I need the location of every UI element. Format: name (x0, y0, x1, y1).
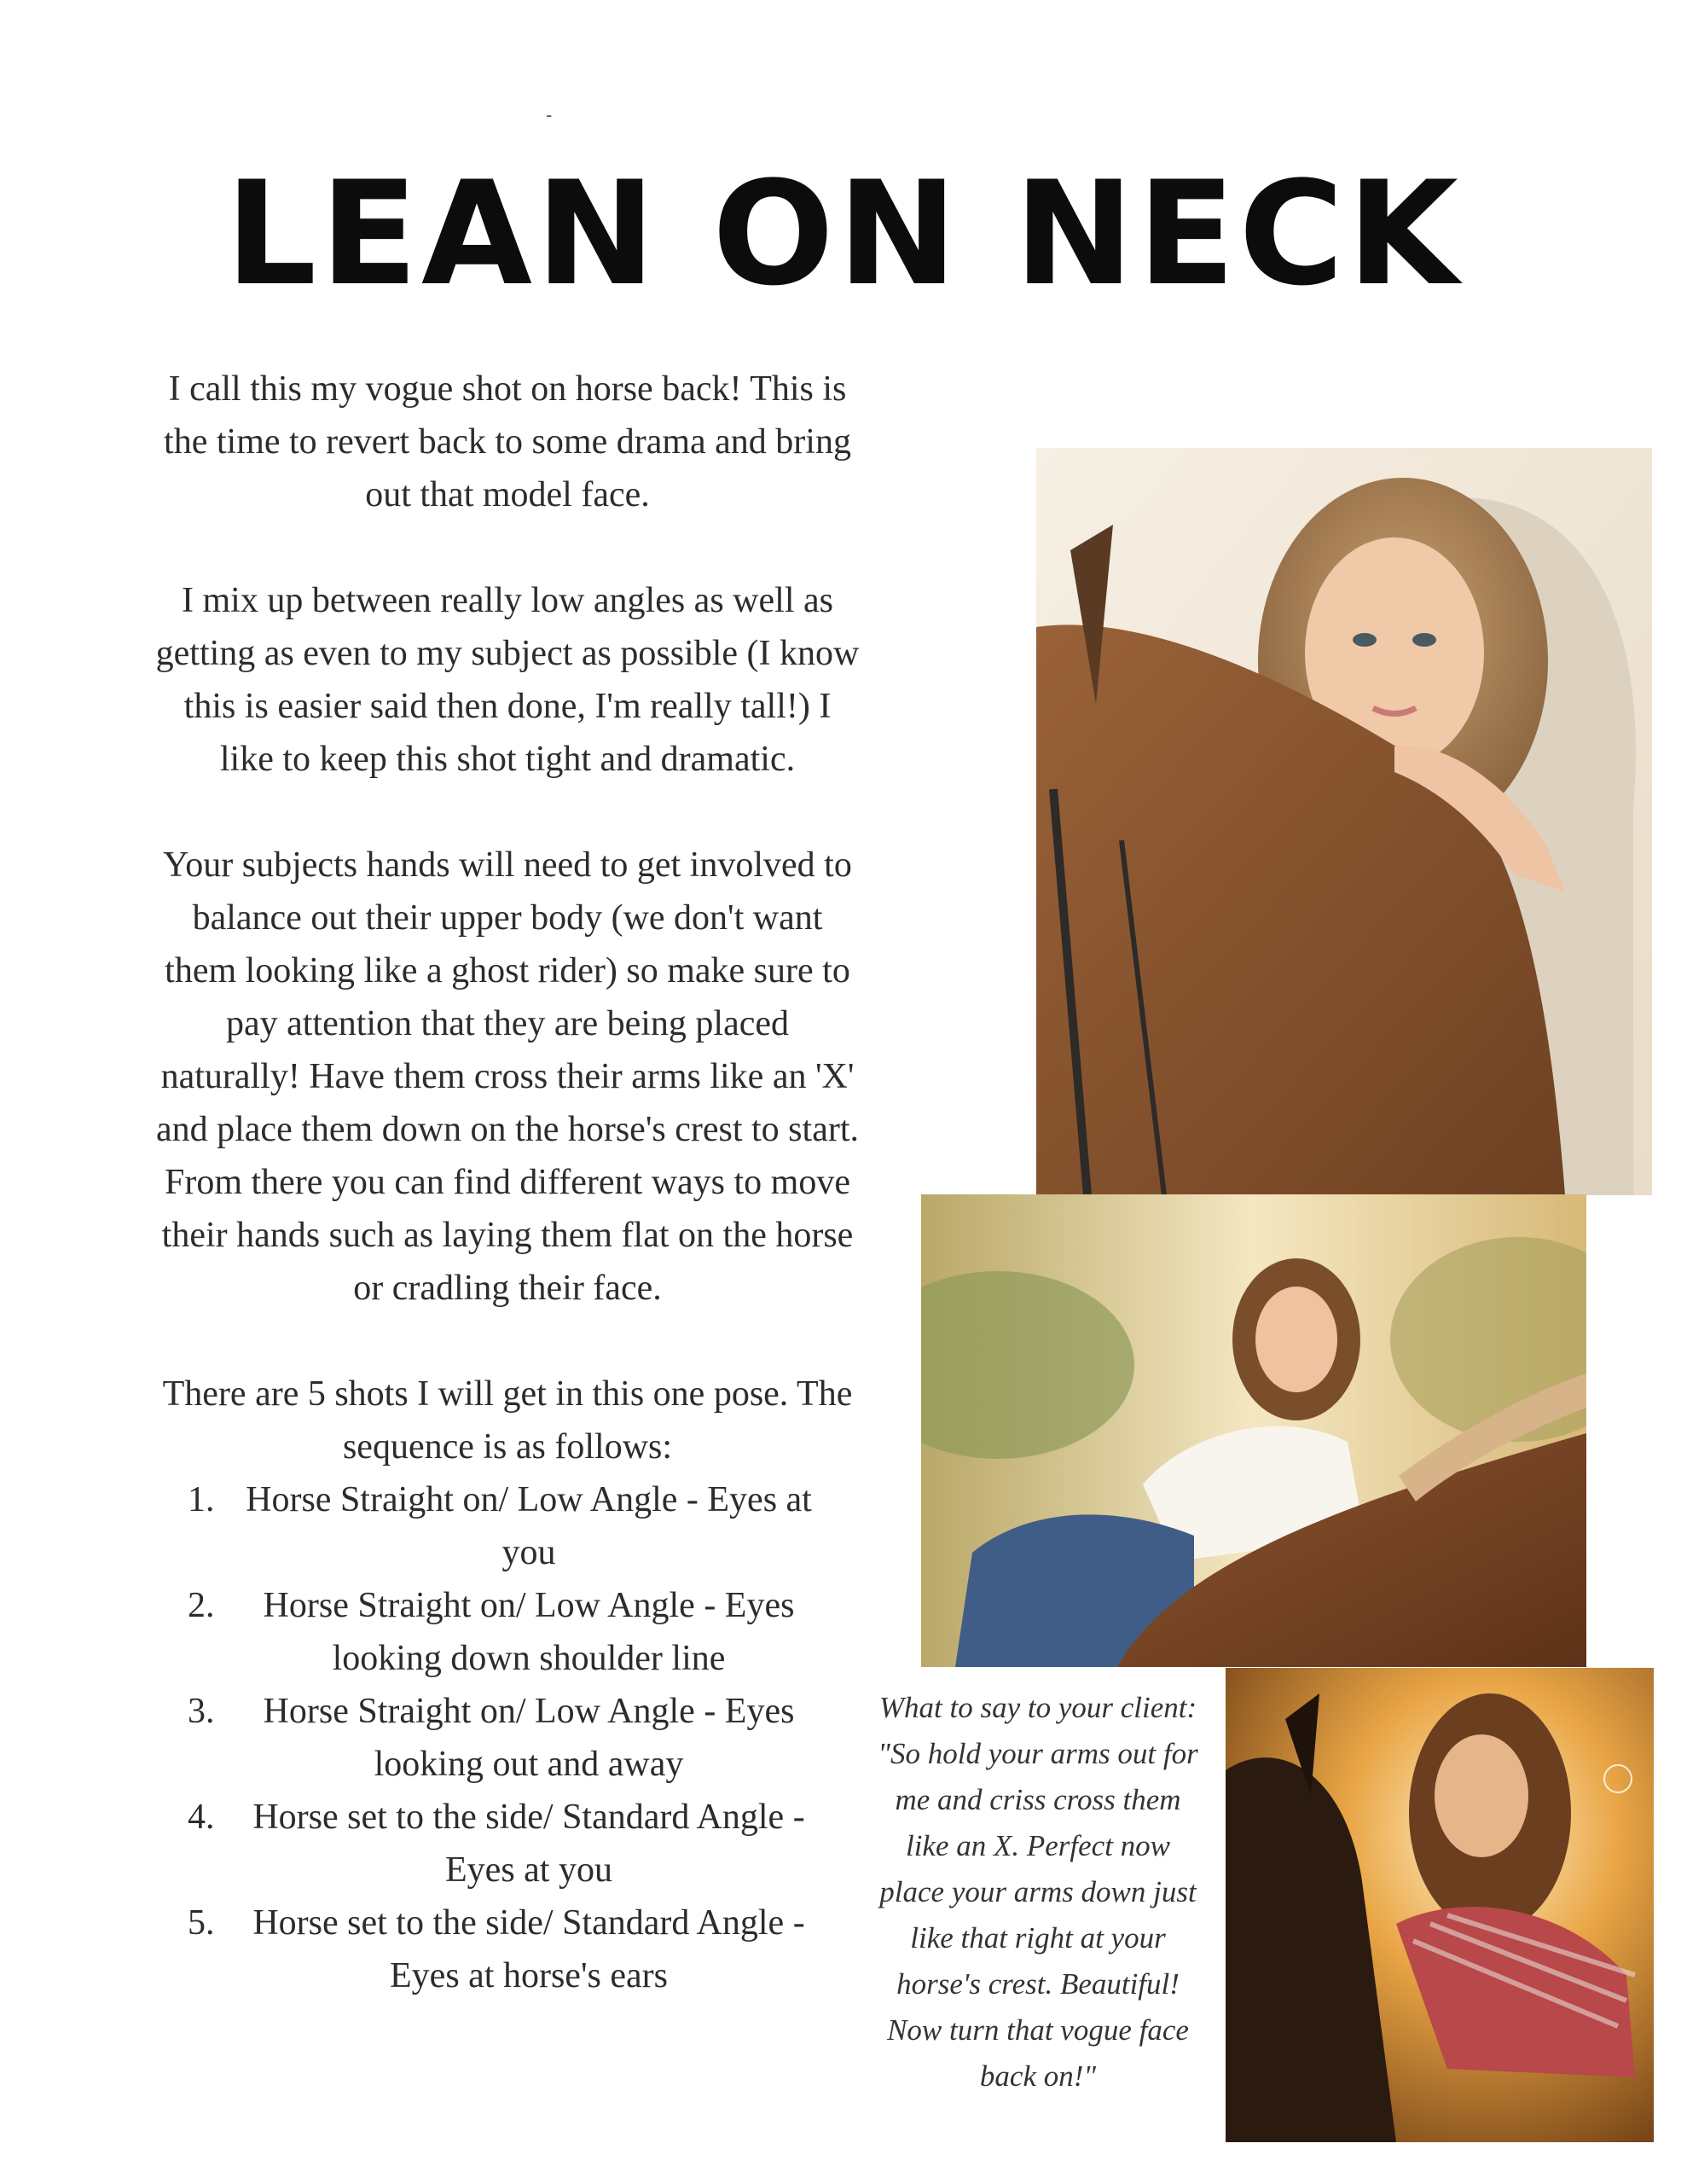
list-item-text: Horse set to the side/ Standard Angle - Eyes at you (252, 1798, 805, 1890)
list-item-text: Horse Straight on/ Low Angle - Eyes at you (246, 1480, 812, 1572)
list-item-number: 4. (188, 1798, 215, 1837)
list-item-number: 5. (188, 1903, 215, 1943)
list-item-number: 1. (188, 1480, 215, 1519)
list-item (154, 1791, 861, 1896)
page-title: LEAN ON NECK (225, 150, 1462, 317)
decorative-dash: - (546, 104, 553, 125)
hands-paragraph: Your subjects hands will need to get involved to balance out their upper body (we don't want them looking like a ghost rider) so make sure to pay attention that they are being placed naturally! Have them cross their arms like an 'X' and place them down on the horse's crest to start. From there you can find different ways to move their hands such as laying them flat on the horse or cradling their face. (155, 845, 859, 1308)
body-text-column (154, 363, 861, 2002)
photo-lean-on-neck-golden-hour (921, 1194, 1586, 1667)
shot-sequence-list (154, 1473, 861, 2002)
photo-lean-on-neck-closeup-illustration (1036, 448, 1652, 1195)
photo-lean-on-neck-backlit (1226, 1668, 1654, 2142)
list-item-number: 3. (188, 1692, 215, 1731)
list-item-number: 2. (188, 1586, 215, 1625)
angles-paragraph: I mix up between really low angles as well as getting as even to my subject as possible (I know this is easier said then done, I'm really tall!) I like to keep this shot tight and dramatic. (155, 581, 860, 779)
photo-lean-on-neck-golden-hour-illustration (921, 1194, 1586, 1667)
list-item (154, 1685, 861, 1791)
sequence-intro-paragraph: There are 5 shots I will get in this one pose. The sequence is as follows: (162, 1374, 853, 1467)
client-script-caption: What to say to your client: "So hold your arms out for me and criss cross them like an X. Perfect now place your arms down just like that right at your horse's crest. Beautiful! Now turn that vogue face back on!" (878, 1691, 1198, 2093)
list-item-text: Horse Straight on/ Low Angle - Eyes looking out and away (263, 1692, 795, 1784)
photo-lean-on-neck-closeup (1036, 448, 1652, 1195)
list-item-text: Horse set to the side/ Standard Angle - Eyes at horse's ears (252, 1903, 805, 1995)
list-item (154, 1896, 861, 2002)
list-item (154, 1579, 861, 1685)
list-item (154, 1473, 861, 1579)
list-item-text: Horse Straight on/ Low Angle - Eyes looking down shoulder line (263, 1586, 795, 1678)
photo-lean-on-neck-backlit-illustration (1226, 1668, 1654, 2142)
intro-paragraph: I call this my vogue shot on horse back! This is the time to revert back to some drama and bring out that model face. (164, 369, 851, 514)
